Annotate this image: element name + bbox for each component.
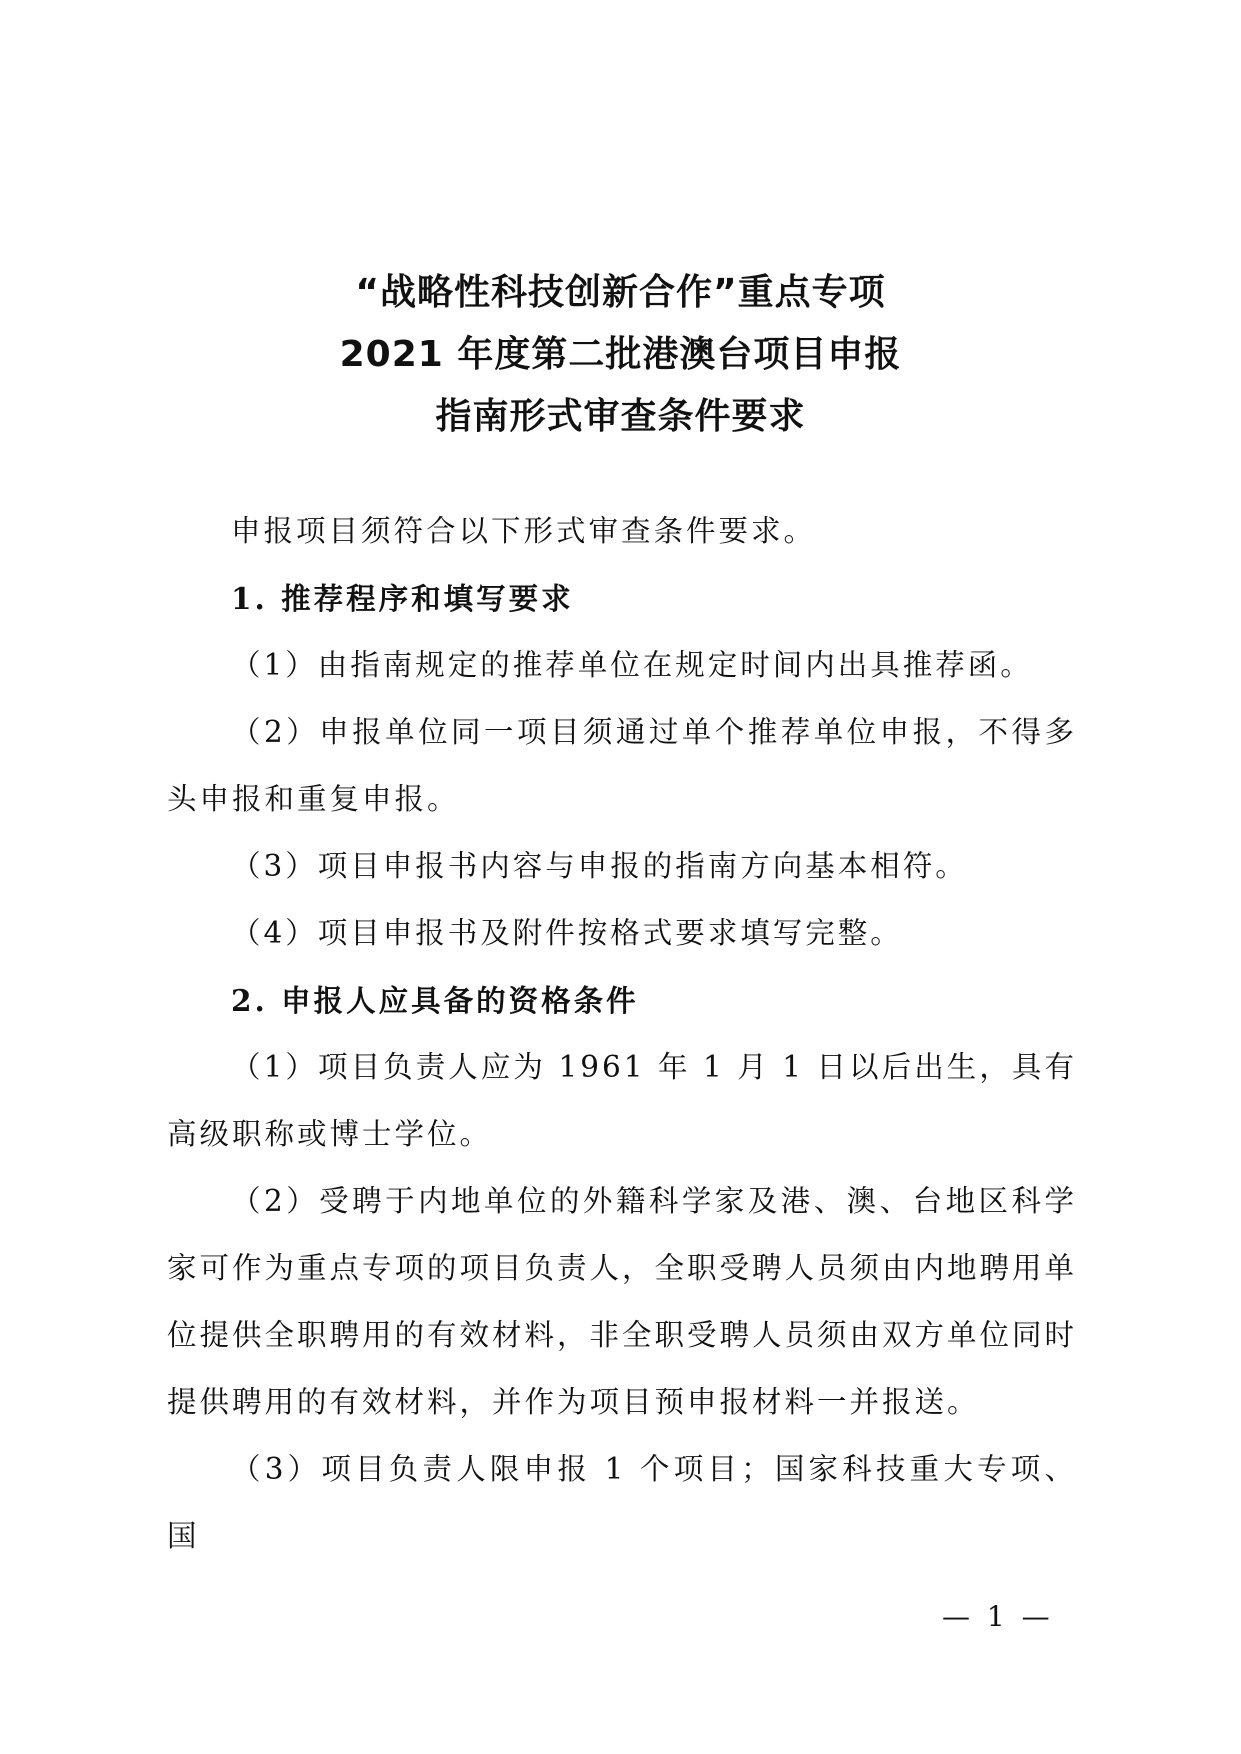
section-1-item-1: （1）由指南规定的推荐单位在规定时间内出具推荐函。: [231, 648, 1033, 682]
section-2-item-1: （1）项目负责人应为 1961 年 1 月 1 日以后出生，具有高级职称或博士学位。: [167, 1050, 1077, 1151]
title-line-3: 指南形式审查条件要求: [435, 396, 806, 437]
section-1-item-4: （4）项目申报书及附件按格式要求填写完整。: [231, 916, 903, 950]
section-1-item-2: （2）申报单位同一项目须通过单个推荐单位申报，不得多头申报和重复申报。: [167, 715, 1077, 816]
section-1-heading: 1. 推荐程序和填写要求: [231, 581, 574, 616]
title-line-2: 2021 年度第二批港澳台项目申报: [339, 334, 902, 375]
document-body: [167, 498, 1077, 1570]
section-2-heading: 2. 申报人应具备的资格条件: [231, 983, 639, 1018]
document-title: [0, 262, 1241, 448]
title-line-1: “战略性科技创新合作”重点专项: [355, 272, 886, 313]
section-1-item-3: （3）项目申报书内容与申报的指南方向基本相符。: [231, 849, 968, 883]
intro-paragraph: 申报项目须符合以下形式审查条件要求。: [231, 514, 817, 548]
section-2-item-2: （2）受聘于内地单位的外籍科学家及港、澳、台地区科学家可作为重点专项的项目负责人，全职受聘人员须由内地聘用单位提供全职聘用的有效材料，非全职受聘人员须由双方单位同时提供聘用的有效材料，并作为项目预申报材料一并报送。: [167, 1184, 1078, 1419]
section-2-item-3: （3）项目负责人限申报 1 个项目；国家科技重大专项、国: [167, 1452, 1077, 1553]
page-number: — 1 —: [942, 1600, 1054, 1633]
